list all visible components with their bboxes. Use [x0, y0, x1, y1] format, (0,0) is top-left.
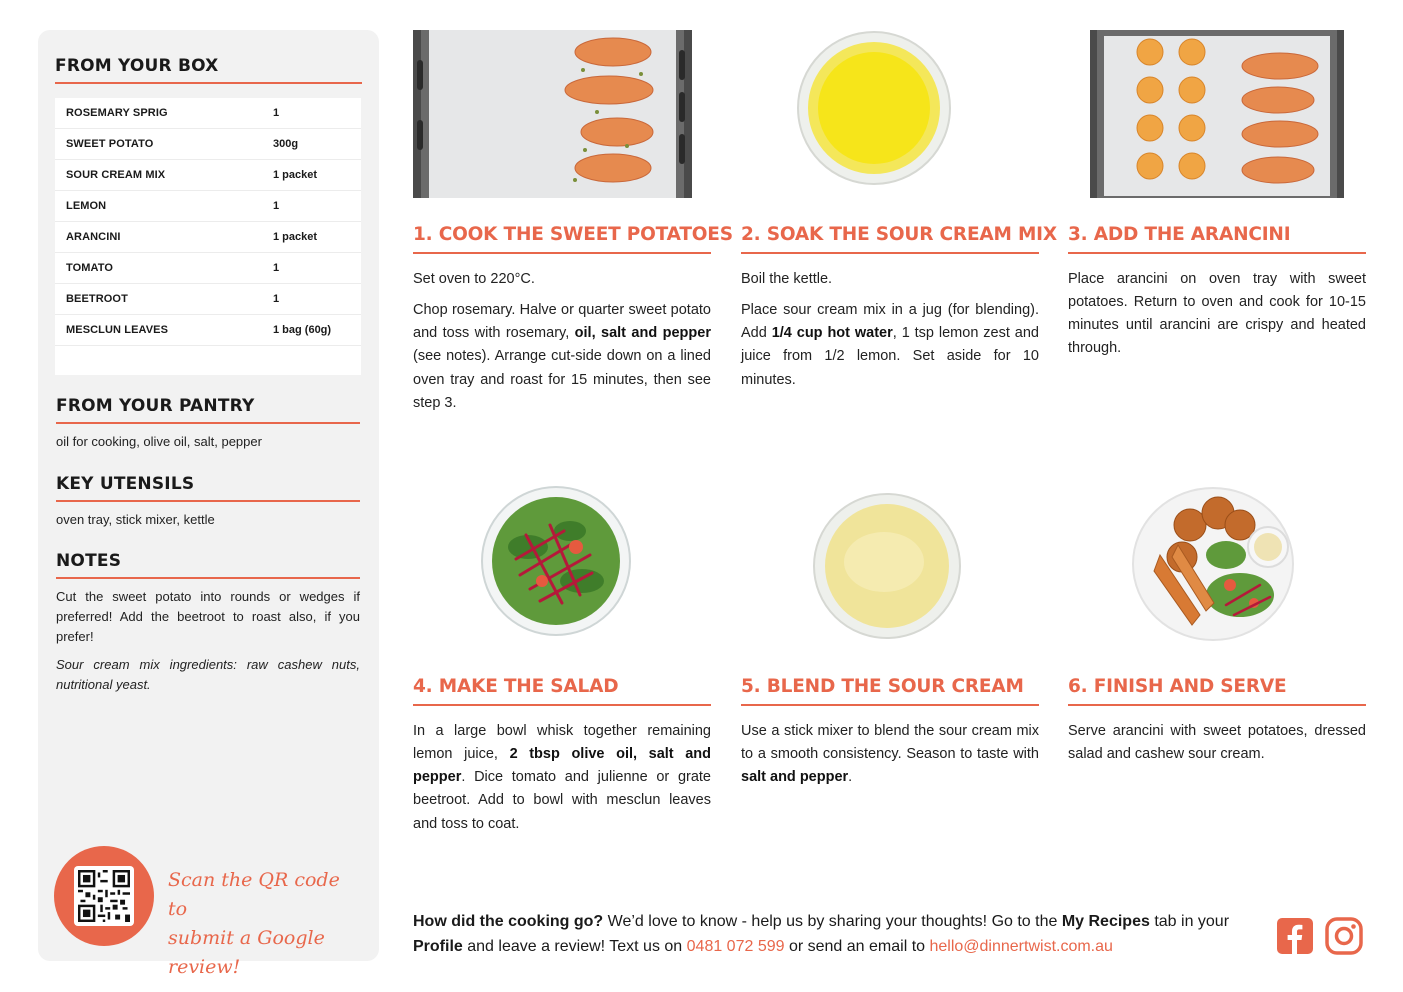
step-title: 4. MAKE THE SALAD	[413, 676, 619, 697]
step-3	[1068, 224, 1366, 361]
notes-section	[56, 551, 360, 695]
step-body	[1068, 720, 1366, 767]
qr-badge[interactable]	[54, 846, 154, 946]
ingredient-qty: 1	[273, 262, 280, 274]
step-paragraph	[741, 299, 1039, 392]
phone-link[interactable]: 0481 072 599	[686, 938, 785, 955]
ingredient-qty: 1 packet	[273, 169, 318, 181]
ingredient-row	[55, 129, 361, 160]
feedback-question: How did the cooking go?	[413, 913, 604, 930]
ingredient-row	[55, 98, 361, 129]
step-bold-text: 1/4 cup hot water	[771, 325, 893, 342]
section-divider	[55, 82, 362, 84]
step-body	[413, 268, 711, 416]
pantry-title: FROM YOUR PANTRY	[56, 396, 255, 416]
step-bold-text: salt and pepper	[741, 769, 849, 786]
step-divider	[741, 704, 1039, 706]
step-text: Use a stick mixer to blend the sour cream mix to a smooth consistency. Season to taste with	[741, 722, 1039, 762]
salad-bowl-image	[480, 485, 632, 637]
step-title: 2. SOAK THE SOUR CREAM MIX	[741, 224, 1057, 245]
my-recipes-label: My Recipes	[1061, 913, 1150, 930]
step-bold-text: oil, salt and pepper	[574, 325, 711, 342]
step-paragraph: Boil the kettle.	[741, 270, 833, 287]
ingredient-row	[55, 222, 361, 253]
ingredient-qty: 1	[273, 107, 280, 119]
utensils-title: KEY UTENSILS	[56, 474, 195, 494]
step-title: 6. FINISH AND SERVE	[1068, 676, 1287, 697]
utensils-section	[56, 474, 360, 530]
from-box-title: FROM YOUR BOX	[55, 56, 219, 76]
pantry-text: oil for cooking, olive oil, salt, pepper	[56, 434, 262, 449]
qr-text-line2: submit a Google review!	[168, 927, 325, 978]
blended-sour-cream-image	[812, 492, 962, 640]
ingredient-name: SWEET POTATO	[66, 138, 154, 150]
from-box-section	[55, 56, 362, 84]
qr-text-line1: Scan the QR code to	[168, 869, 340, 920]
ingredient-row	[55, 160, 361, 191]
ingredient-qty: 1 packet	[273, 231, 318, 243]
step-divider	[1068, 704, 1366, 706]
step-title: 1. COOK THE SWEET POTATOES	[413, 224, 733, 245]
ingredient-qty: 1 bag (60g)	[273, 324, 332, 336]
qr-code[interactable]	[74, 866, 134, 926]
step-text: , 1 tsp lemon zest and juice from 1/2 lemon. Set aside for 10 minutes.	[741, 325, 1039, 388]
utensils-text: oven tray, stick mixer, kettle	[56, 512, 215, 527]
step-divider	[413, 704, 711, 706]
footer-text: or send an email to	[784, 938, 930, 955]
step-body	[1068, 268, 1366, 361]
step-5	[741, 676, 1039, 789]
ingredient-name: BEETROOT	[66, 293, 128, 305]
step-paragraph: Set oven to 220°C.	[413, 270, 535, 287]
notes-italic-text: Sour cream mix ingredients: raw cashew nuts, nutritional yeast.	[56, 657, 360, 692]
ingredient-name: TOMATO	[66, 262, 114, 274]
profile-label: Profile	[413, 938, 463, 955]
ingredient-row	[55, 284, 361, 315]
step-1	[413, 224, 733, 415]
notes-title: NOTES	[56, 551, 122, 571]
step-text: . Dice tomato and julienne or grate beetroot. Add to bowl with mesclun leaves and toss to coat.	[413, 769, 711, 832]
step-text: .	[848, 769, 853, 786]
ingredient-row	[55, 191, 361, 222]
step-paragraph	[413, 299, 711, 415]
ingredient-name: ARANCINI	[66, 231, 121, 243]
step-2	[741, 224, 1057, 392]
step-bold-text: 2 tbsp olive oil, salt and pepper	[413, 745, 711, 786]
section-divider	[56, 577, 360, 579]
section-divider	[56, 422, 360, 424]
ingredient-qty: 1	[273, 293, 280, 305]
ingredient-row	[55, 315, 361, 346]
qr-code-icon	[78, 870, 130, 922]
step-body	[741, 268, 1039, 392]
step-body	[741, 720, 1039, 790]
ingredients-table	[55, 98, 361, 375]
step-paragraph: Serve arancini with sweet potatoes, dressed salad and cashew sour cream.	[1068, 722, 1366, 762]
step-6	[1068, 676, 1366, 766]
ingredient-name: MESCLUN LEAVES	[66, 324, 169, 336]
ingredient-name: ROSEMARY SPRIG	[66, 107, 168, 119]
step-title: 3. ADD THE ARANCINI	[1068, 224, 1291, 245]
email-link[interactable]: hello@dinnertwist.com.au	[929, 938, 1113, 955]
sweet-potatoes-tray-image	[413, 30, 692, 198]
step-title: 5. BLEND THE SOUR CREAM	[741, 676, 1024, 697]
sour-cream-soaking-image	[796, 30, 952, 186]
qr-review-text	[168, 866, 358, 982]
ingredient-name: SOUR CREAM MIX	[66, 169, 166, 181]
ingredient-qty: 300g	[273, 138, 299, 150]
ingredient-qty: 1	[273, 200, 280, 212]
ingredient-name: LEMON	[66, 200, 107, 212]
feedback-footer	[413, 909, 1263, 959]
step-paragraph	[741, 720, 1039, 790]
arancini-tray-image	[1090, 30, 1344, 198]
step-text: Place sour cream mix in a jug (for blending). Add	[741, 301, 1039, 342]
section-divider	[56, 500, 360, 502]
step-body	[413, 720, 711, 836]
finished-plate-image	[1130, 485, 1296, 643]
ingredient-row	[55, 253, 361, 284]
facebook-icon[interactable]	[1276, 917, 1314, 955]
footer-text: and leave a review! Text us on	[462, 938, 687, 955]
sidebar	[38, 30, 379, 978]
step-4	[413, 676, 711, 836]
pantry-section	[56, 396, 360, 452]
step-paragraph	[413, 720, 711, 836]
step-paragraph: Place arancini on oven tray with sweet potatoes. Return to oven and cook for 10-15 minutes until arancini are crispy and heated through.	[1068, 270, 1366, 357]
instagram-icon[interactable]	[1325, 917, 1363, 955]
step-text: (see notes). Arrange cut-side down on a lined oven tray and roast for 15 minutes, then see step 3.	[413, 348, 711, 411]
step-text: Chop rosemary. Halve or quarter sweet potato and toss with rosemary,	[413, 301, 711, 342]
step-text: In a large bowl whisk together remaining lemon juice,	[413, 722, 711, 762]
notes-text: Cut the sweet potato into rounds or wedges if preferred! Add the beetroot to roast also, if you prefer!	[56, 589, 360, 644]
footer-text: We’d love to know - help us by sharing your thoughts! Go to the	[603, 913, 1062, 930]
footer-text: tab in your	[1149, 913, 1230, 930]
step-divider	[741, 252, 1039, 254]
step-divider	[413, 252, 711, 254]
step-divider	[1068, 252, 1366, 254]
